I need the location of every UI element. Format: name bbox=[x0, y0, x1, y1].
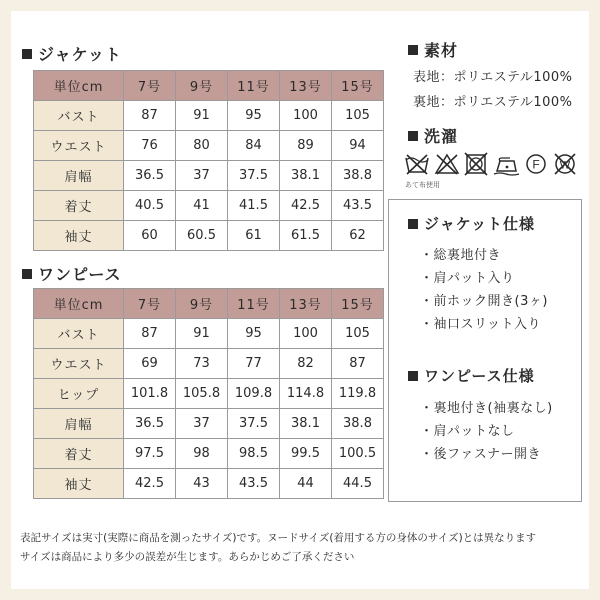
table-cell: 44 bbox=[280, 469, 332, 499]
onepiece-spec-title bbox=[408, 365, 535, 386]
laundry-section-title bbox=[408, 124, 458, 147]
unit-header: 単位cm bbox=[34, 71, 124, 101]
onepiece-size-table bbox=[33, 288, 384, 499]
svg-text:W: W bbox=[559, 159, 571, 172]
table-cell: 37 bbox=[176, 161, 228, 191]
table-cell: 41.5 bbox=[228, 191, 280, 221]
list-item: ・ 袖口スリット入り bbox=[420, 313, 548, 336]
table-cell: 84 bbox=[228, 131, 280, 161]
iron-low-icon bbox=[492, 152, 520, 176]
size-header: 13号 bbox=[280, 71, 332, 101]
list-item: ・ 裏地付き(袖裏なし) bbox=[420, 397, 553, 420]
square-bullet-icon bbox=[22, 269, 32, 279]
laundry-icons bbox=[404, 152, 578, 176]
list-item: ・ 肩パット入り bbox=[420, 267, 548, 290]
dry-clean-f-icon bbox=[524, 152, 548, 176]
onepiece-spec-title-text: ワンピース仕様 bbox=[424, 367, 535, 385]
table-cell: 60 bbox=[124, 221, 176, 251]
row-label: 袖丈 bbox=[34, 469, 124, 499]
size-header: 9号 bbox=[176, 289, 228, 319]
table-cell: 87 bbox=[124, 101, 176, 131]
jacket-spec-list bbox=[420, 244, 548, 336]
laundry-note: あて布使用 bbox=[405, 181, 440, 189]
table-cell: 62 bbox=[332, 221, 384, 251]
no-tumble-dry-icon bbox=[464, 152, 488, 176]
table-row bbox=[34, 221, 384, 251]
table-cell: 105 bbox=[332, 319, 384, 349]
table-cell: 61.5 bbox=[280, 221, 332, 251]
table-cell: 42.5 bbox=[124, 469, 176, 499]
unit-header: 単位cm bbox=[34, 289, 124, 319]
svg-text:F: F bbox=[532, 157, 540, 172]
square-bullet-icon bbox=[408, 131, 418, 141]
table-cell: 37.5 bbox=[228, 409, 280, 439]
table-cell: 87 bbox=[124, 319, 176, 349]
table-row bbox=[34, 161, 384, 191]
list-item: ・ 肩パットなし bbox=[420, 420, 553, 443]
table-cell: 36.5 bbox=[124, 161, 176, 191]
table-cell: 43 bbox=[176, 469, 228, 499]
table-row bbox=[34, 319, 384, 349]
lining-fabric-text: 裏地：ポリエステル100% bbox=[413, 95, 573, 110]
row-label: 着丈 bbox=[34, 439, 124, 469]
table-cell: 76 bbox=[124, 131, 176, 161]
table-cell: 87 bbox=[332, 349, 384, 379]
jacket-spec-title bbox=[408, 213, 535, 234]
table-cell: 98 bbox=[176, 439, 228, 469]
table-cell: 43.5 bbox=[332, 191, 384, 221]
table-cell: 105 bbox=[332, 101, 384, 131]
table-cell: 105.8 bbox=[176, 379, 228, 409]
table-row bbox=[34, 469, 384, 499]
header-row bbox=[34, 71, 384, 101]
table-cell: 36.5 bbox=[124, 409, 176, 439]
table-cell: 37 bbox=[176, 409, 228, 439]
table-cell: 42.5 bbox=[280, 191, 332, 221]
size-header: 11号 bbox=[228, 289, 280, 319]
onepiece-section-title bbox=[22, 262, 122, 285]
jacket-section-title bbox=[22, 42, 122, 65]
table-cell: 73 bbox=[176, 349, 228, 379]
table-cell: 98.5 bbox=[228, 439, 280, 469]
size-header: 7号 bbox=[124, 289, 176, 319]
table-cell: 37.5 bbox=[228, 161, 280, 191]
row-label: 肩幅 bbox=[34, 409, 124, 439]
table-row bbox=[34, 131, 384, 161]
material-section-title bbox=[408, 38, 458, 61]
table-cell: 119.8 bbox=[332, 379, 384, 409]
table-cell: 38.8 bbox=[332, 409, 384, 439]
list-item: ・ 前ホック開き(3ヶ) bbox=[420, 290, 548, 313]
table-row bbox=[34, 409, 384, 439]
row-label: ウエスト bbox=[34, 131, 124, 161]
table-cell: 100 bbox=[280, 319, 332, 349]
laundry-title-text: 洗濯 bbox=[424, 127, 459, 146]
outer-fabric-text: 表地：ポリエステル100% bbox=[413, 70, 573, 85]
table-cell: 44.5 bbox=[332, 469, 384, 499]
size-header: 15号 bbox=[332, 289, 384, 319]
table-cell: 41 bbox=[176, 191, 228, 221]
table-row bbox=[34, 101, 384, 131]
size-header: 13号 bbox=[280, 289, 332, 319]
table-cell: 99.5 bbox=[280, 439, 332, 469]
size-note-line-1: 表記サイズは実寸(実際に商品を測ったサイズ)です。ヌードサイズ(着用する方の身体のサイズ)とは異なります bbox=[20, 532, 537, 544]
table-row bbox=[34, 349, 384, 379]
no-bleach-icon bbox=[434, 152, 460, 176]
table-cell: 61 bbox=[228, 221, 280, 251]
table-cell: 38.1 bbox=[280, 409, 332, 439]
table-cell: 97.5 bbox=[124, 439, 176, 469]
table-row bbox=[34, 379, 384, 409]
table-cell: 40.5 bbox=[124, 191, 176, 221]
row-label: 肩幅 bbox=[34, 161, 124, 191]
table-cell: 114.8 bbox=[280, 379, 332, 409]
table-cell: 82 bbox=[280, 349, 332, 379]
jacket-size-table bbox=[33, 70, 384, 251]
size-header: 7号 bbox=[124, 71, 176, 101]
no-wash-icon bbox=[404, 152, 430, 176]
table-cell: 91 bbox=[176, 101, 228, 131]
list-item: ・ 総裏地付き bbox=[420, 244, 548, 267]
size-header: 9号 bbox=[176, 71, 228, 101]
table-cell: 95 bbox=[228, 101, 280, 131]
jacket-spec-title-text: ジャケット仕様 bbox=[424, 215, 535, 233]
header-row bbox=[34, 289, 384, 319]
table-cell: 43.5 bbox=[228, 469, 280, 499]
square-bullet-icon bbox=[408, 219, 418, 229]
onepiece-title-text: ワンピース bbox=[38, 265, 122, 284]
row-label: 着丈 bbox=[34, 191, 124, 221]
material-title-text: 素材 bbox=[424, 41, 459, 60]
table-cell: 94 bbox=[332, 131, 384, 161]
table-cell: 89 bbox=[280, 131, 332, 161]
table-cell: 60.5 bbox=[176, 221, 228, 251]
size-header: 15号 bbox=[332, 71, 384, 101]
list-item: ・ 後ファスナー開き bbox=[420, 443, 553, 466]
table-cell: 77 bbox=[228, 349, 280, 379]
table-cell: 100.5 bbox=[332, 439, 384, 469]
table-cell: 95 bbox=[228, 319, 280, 349]
square-bullet-icon bbox=[22, 49, 32, 59]
table-cell: 100 bbox=[280, 101, 332, 131]
square-bullet-icon bbox=[408, 45, 418, 55]
table-row bbox=[34, 191, 384, 221]
table-cell: 109.8 bbox=[228, 379, 280, 409]
row-label: 袖丈 bbox=[34, 221, 124, 251]
table-cell: 101.8 bbox=[124, 379, 176, 409]
onepiece-spec-list bbox=[420, 397, 553, 466]
row-label: ヒップ bbox=[34, 379, 124, 409]
row-label: バスト bbox=[34, 319, 124, 349]
table-cell: 69 bbox=[124, 349, 176, 379]
row-label: バスト bbox=[34, 101, 124, 131]
jacket-title-text: ジャケット bbox=[38, 45, 122, 64]
table-cell: 80 bbox=[176, 131, 228, 161]
no-wet-clean-icon bbox=[552, 152, 578, 176]
table-cell: 38.8 bbox=[332, 161, 384, 191]
table-cell: 38.1 bbox=[280, 161, 332, 191]
square-bullet-icon bbox=[408, 371, 418, 381]
row-label: ウエスト bbox=[34, 349, 124, 379]
table-row bbox=[34, 439, 384, 469]
size-header: 11号 bbox=[228, 71, 280, 101]
table-cell: 91 bbox=[176, 319, 228, 349]
size-note-line-2: サイズは商品により多少の誤差が生じます。あらかじめご了承ください bbox=[20, 551, 355, 563]
